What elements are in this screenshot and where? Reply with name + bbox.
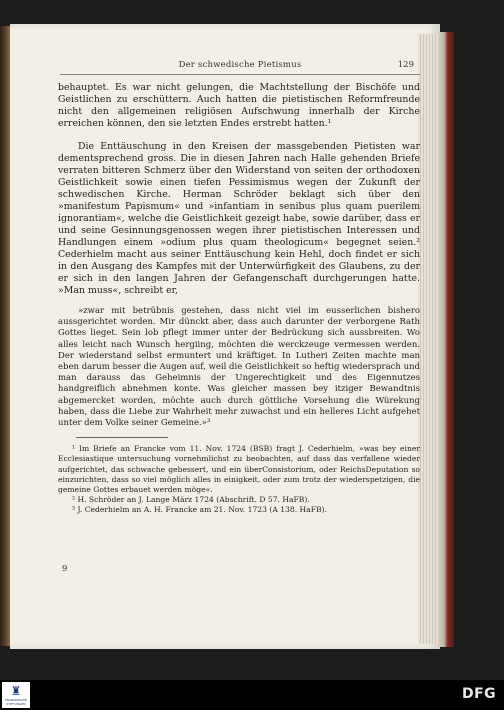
signature-mark: 9 [62,564,68,574]
footnote-rule [76,437,168,438]
logo-icon: ♜ [10,684,22,698]
logo-text: FRANCKESCHE STIFTUNGEN [4,698,28,706]
book-edge-left [0,26,10,646]
footnote: ³ J. Cederhielm an A. H. Francke am 21. Nov. 1723 (A 138. HaFB). [72,505,327,515]
paragraph: behauptet. Es war nicht gelungen, die Machtstellung der Bischöfe und Geistlichen zu erschüttern. Auch hatten die pietistischen Reformfreunde nicht den allgemeinen religiösen Aufschwung innerhalb der Kirche erreichen können, den sie letzten Endes erstrebt hatten.¹ [58,82,420,129]
footnotes [58,444,420,515]
bottom-strip [0,680,504,710]
page-edges [418,34,440,644]
page-body [58,82,420,516]
book-cover-edge [438,32,454,647]
dfg-logo: DFG [462,686,497,702]
footnote: ² H. Schröder an J. Lange März 1724 (Abschrift. D 57. HaFB). [72,495,310,505]
paragraph: Die Enttäuschung in den Kreisen der massgebenden Pietisten war dementsprechend gross. Die in diesen Jahren nach Halle gehenden Briefe verraten bitteren Schmerz über den Widerstand von seiten der orthodoxen Geistlichkeit sowie einen tiefen Pessimismus wegen der Zukunft der schwedischen Kirche. Herman Schröder beklagt sich über den »manifestum Papismum« und »infantiam in senibus plus quam puerilem ignorantiam«, welche die Geistlichkeit gezeigt habe, sowie darüber, dass er und seine Gesinnungsgenossen wegen ihrer pietistischen Interessen und Handlungen einem »odium plus quam theologicum« begegnet seien.² Cederhielm macht aus seiner Enttäuschung kein Hehl, doch findet er sich in den Ausgang des Kampfes mit der Unterwürfigkeit des Glaubens, zu der er sich in den langen Jahren der Gefangenschaft durchgerungen hatte. »Man muss«, schreibt er, [58,141,420,296]
page-header [60,60,420,74]
footnote: ¹ Im Briefe an Francke vom 11. Nov. 1724 (BSB) fragt J. Cederhielm, »was bey einer Ecclesiastique untersuchung vornehmlichst zu beobachten, auf dass das verfallene wieder aufgerichtet, das schwache gebessert, und ein überConsistorium, oder ReichsDeputation so einzurichten, dass so viel möglich alles in einigkeit, oder zum trotz der wiederspetzigen, die gemeine Gottes erbauet werden möge«. [58,444,420,495]
page-number: 129 [397,60,414,70]
running-head: Der schwedische Pietismus [178,60,302,70]
header-rule [60,74,420,75]
franckesche-stiftungen-logo [2,682,30,708]
block-quote: »zwar mit betrübnis gestehen, dass nicht viel im eusserlichen bishero aussgerichtet worden. Mir dünckt aber, dass auch darunter der verborgene Rath Gottes lieget. Sein lob pflegt immer unter der Bedrückung sich aussbreiten. Wo alles leicht nach Wunsch hergiing, möchten die werckzeuge vermessen werden. Der wiederstand selbst ermuntert und kräftiget. In Lutheri Zeiten machte man eben darum besser die Augen auf, weil die Geistlichkeit so heftig wiedersprach und man darauss das Geheimnis der Ungerechtigkeit und des Eigennutzes handgreiflich abnehmen konte. Was gleicher massen bey itziger Bewandtnis abgemercket worden, möchte auch durch göttliche Vorsehung die Würekung haben, dass die Liebe zur Wahrheit mehr zuwachst und ein helleres Licht aufgehet unter dem Volke seiner Gemeine.»³ [58,306,420,429]
